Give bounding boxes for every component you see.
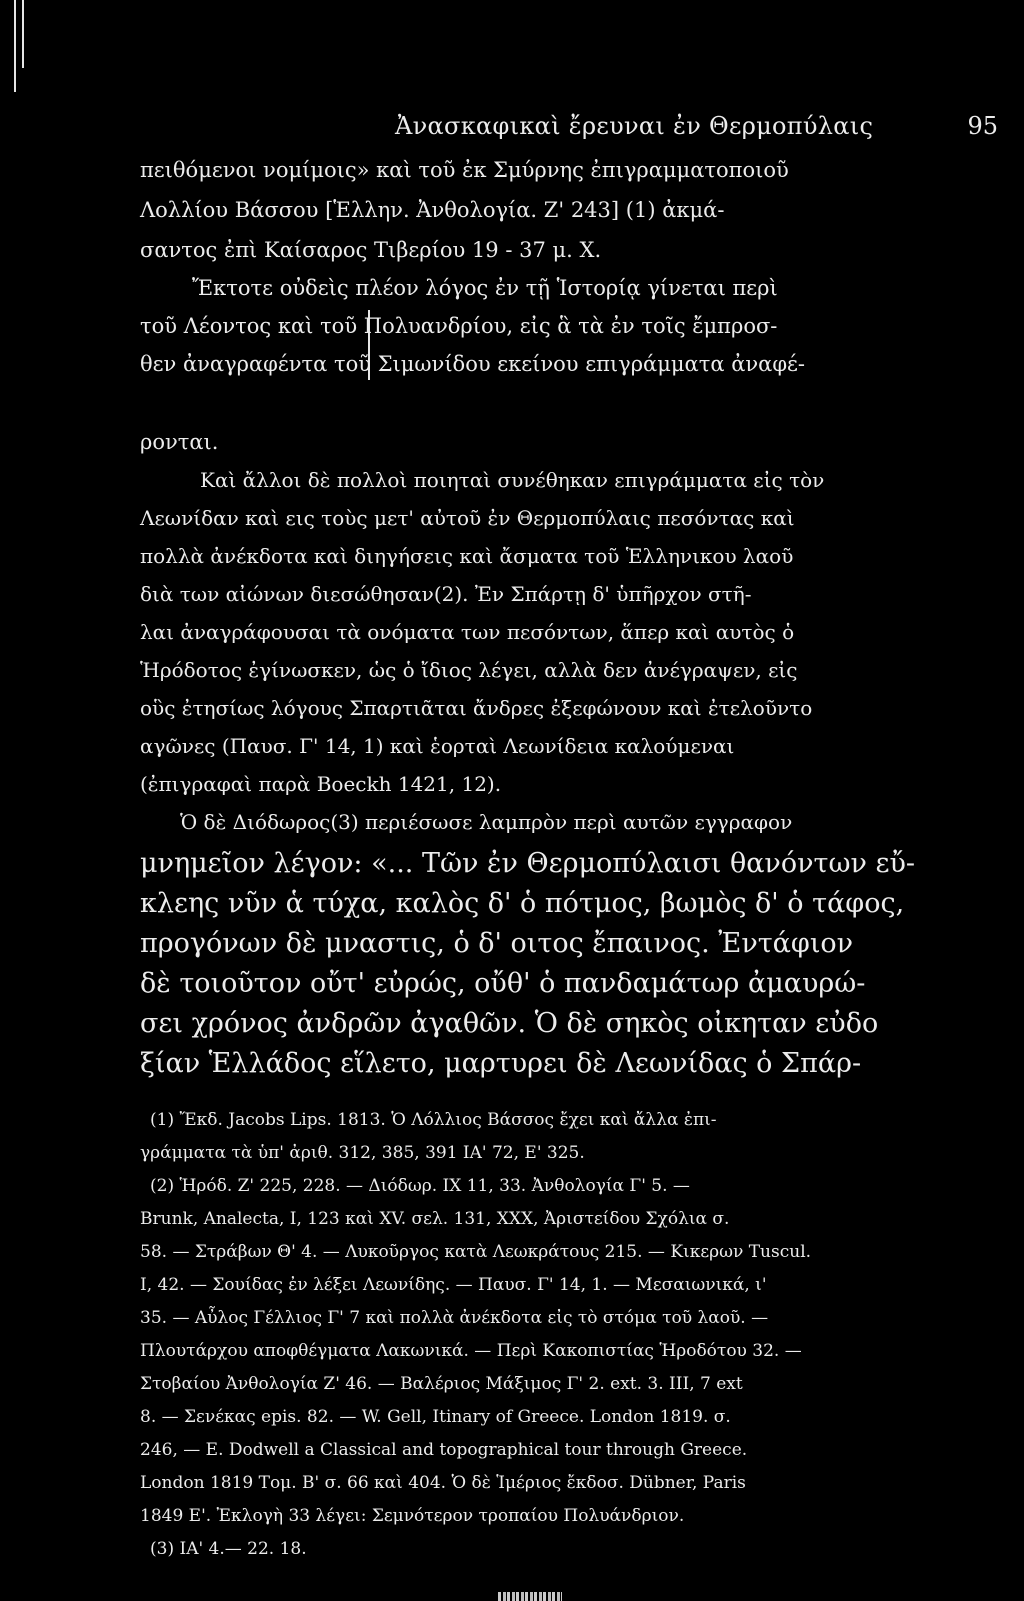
- footnote-line: 246, — E. Dodwell a Classical and topographical tour through Greece.: [140, 1440, 748, 1460]
- body-line: ξίαν Ἑλλάδος εἵλετο, μαρτυρει δὲ Λεωνίδας ὁ Σπάρ-: [140, 1048, 862, 1079]
- footnote-line: (3) ΙΑ' 4.— 22. 18.: [150, 1539, 307, 1559]
- footnote-line: Στοβαίου Ἀνθολογία Ζ' 46. — Βαλέριος Μάξιμος Γ' 2. ext. 3. III, 7 ext: [140, 1374, 743, 1394]
- footnote-line: Brunk, Analecta, I, 123 καὶ XV. σελ. 131, XXX, Ἀριστείδου Σχόλια σ.: [140, 1209, 730, 1229]
- body-line: τοῦ Λέοντος καὶ τοῦ Πολυανδρίου, εἰς ἃ τὰ ἐν τοῖς ἔμπροσ-: [140, 314, 778, 338]
- footnote-line: 35. — Αὖλος Γέλλιος Γ' 7 καὶ πολλὰ ἀνέκδοτα εἰς τὸ στόμα τοῦ λαοῦ. —: [140, 1308, 769, 1328]
- footnote-line: London 1819 Τομ. Β' σ. 66 καὶ 404. Ὁ δὲ Ἱμέριος ἔκδοσ. Dübner, Paris: [140, 1473, 746, 1493]
- body-line: ρονται.: [140, 430, 219, 454]
- footnote-line: (1) Ἔκδ. Jacobs Lips. 1813. Ὁ Λόλλιος Βάσσος ἔχει καὶ ἄλλα ἐπι-: [150, 1110, 717, 1130]
- page-number: 95: [967, 112, 998, 140]
- body-line: Λολλίου Βάσσου [Ἑλλην. Ἀνθολογία. Ζ' 243] (1) ἀκμά-: [140, 198, 725, 222]
- body-line: διὰ των αἰώνων διεσώθησαν(2). Ἐν Σπάρτῃ δ' ὑπῆρχον στῆ-: [140, 582, 752, 606]
- body-line: οὓς ἐτησίως λόγους Σπαρτιᾶται ἄνδρες ἐξεφώνουν καὶ ἐτελοῦντο: [140, 696, 813, 720]
- footnote-line: 58. — Στράβων Θ' 4. — Λυκοῦργος κατὰ Λεωκράτους 215. — Κικερων Tuscul.: [140, 1242, 812, 1262]
- body-line: Ἡρόδοτος ἐγίνωσκεν, ὡς ὁ ἴδιος λέγει, αλλὰ δεν ἀνέγραψεν, εἰς: [140, 658, 798, 682]
- body-line: Ὁ δὲ Διόδωρος(3) περιέσωσε λαμπρὸν περὶ αυτῶν εγγραφον: [180, 810, 793, 834]
- body-line: σαντος ἐπὶ Καίσαρος Τιβερίου 19 - 37 μ. Χ.: [140, 238, 602, 262]
- body-line: Ἔκτοτε οὐδεὶς πλέον λόγος ἐν τῇ Ἱστορίᾳ γίνεται περὶ: [192, 276, 778, 300]
- footnote-line: Πλουτάρχου αποφθέγματα Λακωνικά. — Περὶ Κακοπιστίας Ἡροδότου 32. —: [140, 1341, 802, 1361]
- footnote-line: (2) Ἡρόδ. Ζ' 225, 228. — Διόδωρ. IX 11, 33. Ἀνθολογία Γ' 5. —: [150, 1176, 690, 1196]
- body-line: αγῶνες (Παυσ. Γ' 14, 1) καὶ ἑορταὶ Λεωνίδεια καλούμεναι: [140, 734, 735, 758]
- footnote-line: γράμματα τὰ ὑπ' ἀριθ. 312, 385, 391 ΙΑ' 72, Ε' 325.: [140, 1143, 585, 1163]
- footnote-line: I, 42. — Σουίδας ἐν λέξει Λεωνίδης. — Παυσ. Γ' 14, 1. — Μεσαιωνικά, ι': [140, 1275, 767, 1295]
- footnote-line: 1849 Ε'. Ἐκλογὴ 33 λέγει: Σεμνότερον τροπαίου Πολυάνδριον.: [140, 1506, 685, 1526]
- running-title: Ἀνασκαφικαὶ ἔρευναι ἐν Θερμοπύλαις: [395, 112, 874, 140]
- page-header: [395, 112, 998, 152]
- body-line: προγόνων δὲ μναστις, ὁ δ' οιτος ἔπαινος. Ἐντάφιον: [140, 928, 854, 959]
- body-line: δὲ τοιοῦτον οὔτ' εὐρώς, οὔθ' ὁ πανδαμάτωρ ἀμαυρώ-: [140, 968, 866, 999]
- body-line: θεν ἀναγραφέντα τοῦ Σιμωνίδου εκείνου επιγράμματα ἀναφέ-: [140, 352, 805, 376]
- body-line: κλεης νῦν ἁ τύχα, καλὸς δ' ὁ πότμος, βωμὸς δ' ὁ τάφος,: [140, 888, 905, 919]
- scan-edge-line: [22, 0, 24, 68]
- body-line: Λεωνίδαν καὶ εις τοὺς μετ' αὐτοῦ ἐν Θερμοπύλαις πεσόντας καὶ: [140, 506, 795, 530]
- footnote-line: 8. — Σενέκας epis. 82. — W. Gell, Itinary of Greece. London 1819. σ.: [140, 1407, 731, 1427]
- scan-artifact: [498, 1592, 562, 1601]
- body-line: σει χρόνος ἀνδρῶν ἀγαθῶν. Ὁ δὲ σηκὸς οἰκηταν εὐδο: [140, 1008, 879, 1039]
- body-line: (ἐπιγραφαὶ παρὰ Boeckh 1421, 12).: [140, 772, 502, 796]
- scan-edge-line: [14, 0, 16, 92]
- body-line: μνημεῖον λέγον: «... Τῶν ἐν Θερμοπύλαισι θανόντων εὔ-: [140, 848, 915, 879]
- body-line: πειθόμενοι νομίμοις» καὶ τοῦ ἐκ Σμύρνης ἐπιγραμματοποιοῦ: [140, 158, 789, 182]
- body-line: Καὶ ἄλλοι δὲ πολλοὶ ποιηταὶ συνέθηκαν επιγράμματα εἰς τὸν: [200, 468, 825, 492]
- body-line: πολλὰ ἀνέκδοτα καὶ διηγήσεις καὶ ἄσματα τοῦ Ἑλληνικου λαοῦ: [140, 544, 794, 568]
- body-line: λαι ἀναγράφουσαι τὰ ονόματα των πεσόντων, ἅπερ καὶ αυτὸς ὁ: [140, 620, 795, 644]
